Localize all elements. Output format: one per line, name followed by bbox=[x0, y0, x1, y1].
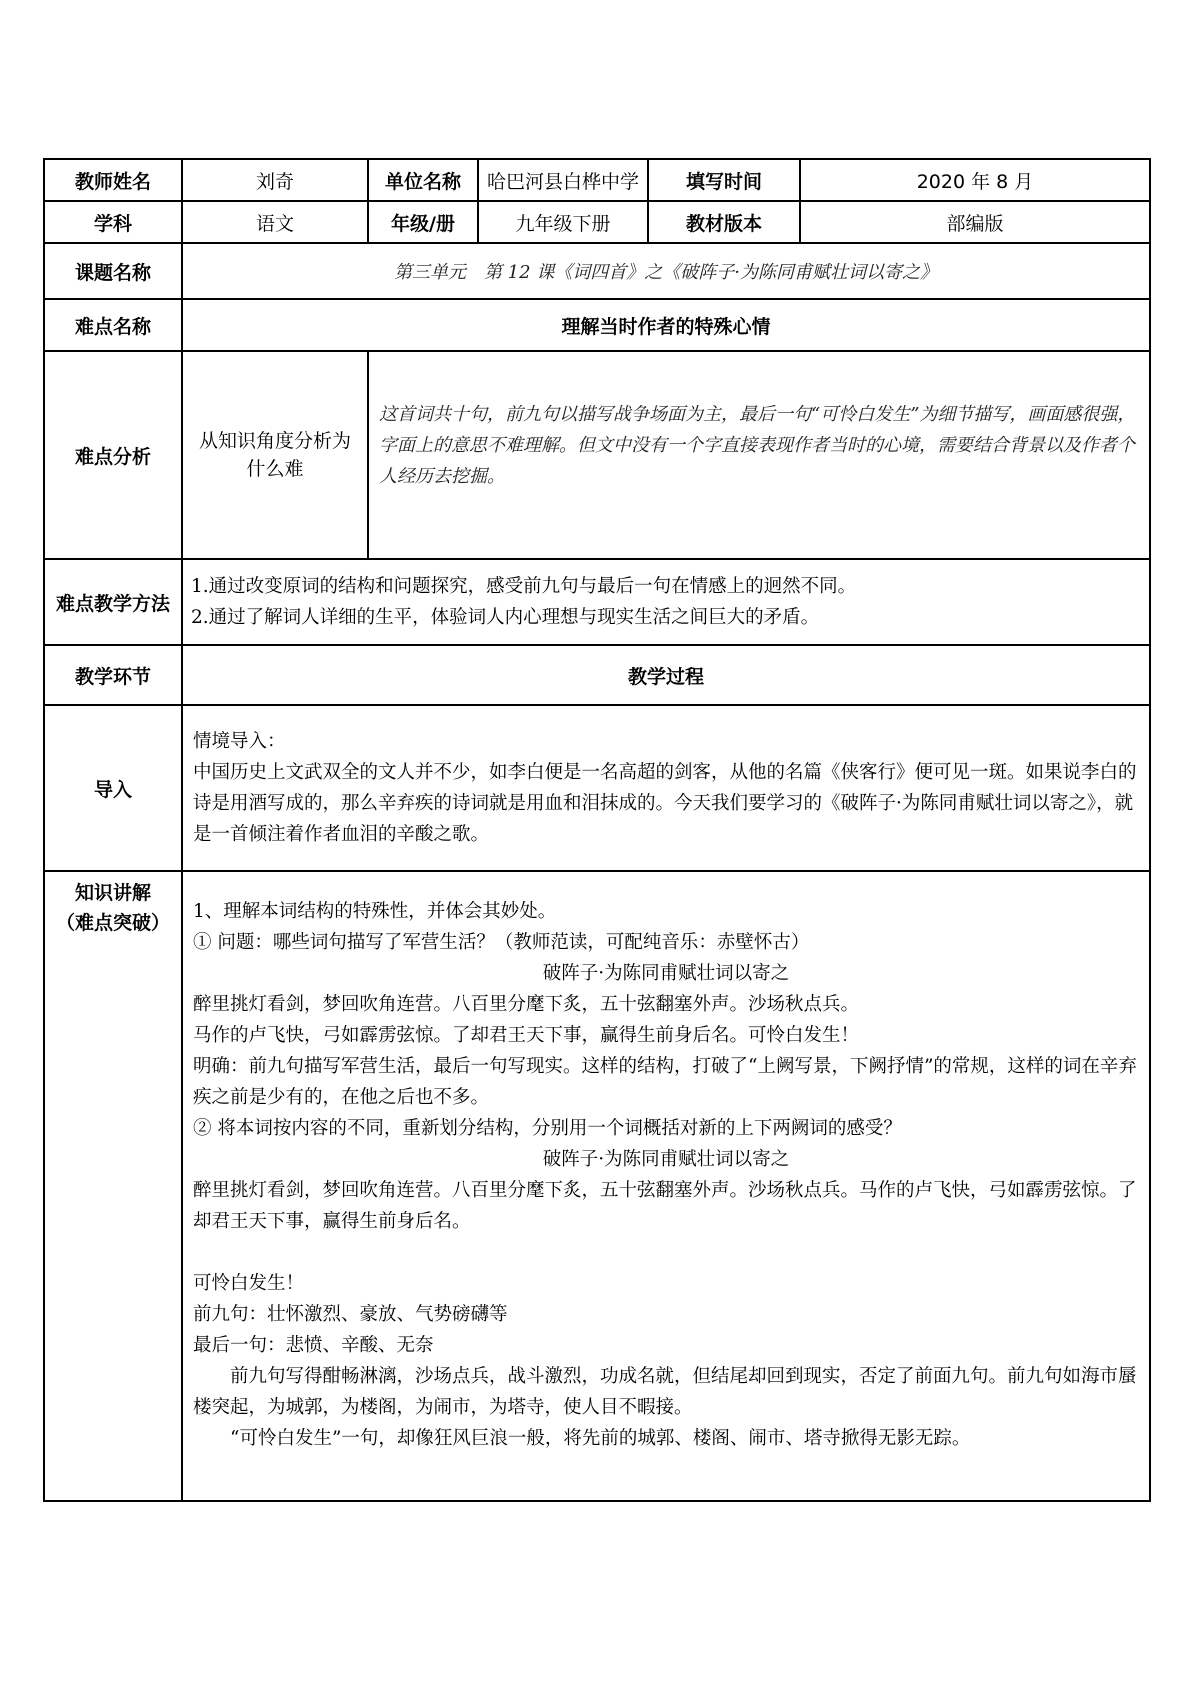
teacher-name-value: 刘奇 bbox=[182, 159, 368, 201]
poem-title: 破阵子·为陈同甫赋壮词以寄之 bbox=[542, 1149, 790, 1170]
poem-line: 醉里挑灯看剑，梦回吹角连营。八百里分麾下炙，五十弦翻塞外声。沙场秋点兵。马作的卢飞快，弓如霹雳弦惊。了却君王天下事，赢得生前身后名。 bbox=[193, 1180, 1137, 1232]
method-label: 难点教学方法 bbox=[44, 559, 182, 645]
analysis-row bbox=[44, 351, 1150, 559]
method-text bbox=[182, 559, 1150, 645]
knowledge-line: 前九句写得酣畅淋漓，沙场点兵，战斗激烈，功成名就，但结尾却回到现实，否定了前面九句。前九句如海市蜃楼突起，为城郭，为楼阁，为闹市，为塔寺，使人目不暇接。 bbox=[193, 1366, 1137, 1418]
poem-line: 可怜白发生！ bbox=[193, 1273, 305, 1294]
knowledge-content bbox=[182, 871, 1150, 1501]
fill-time-label: 填写时间 bbox=[648, 159, 800, 201]
intro-content bbox=[182, 705, 1150, 871]
intro-label: 导入 bbox=[44, 705, 182, 871]
lesson-plan-table bbox=[43, 158, 1151, 1502]
knowledge-label-line-1: 知识讲解 bbox=[74, 882, 151, 904]
analysis-sub-label: 从知识角度分析为什么难 bbox=[182, 351, 368, 559]
intro-text: 中国历史上文武双全的文人并不少，如李白便是一名高超的剑客，从他的名篇《侠客行》便可见一斑。如果说李白的诗是用酒写成的，那么辛弃疾的诗词就是用血和泪抹成的。今天我们要学习的《破阵子·为陈同甫赋壮词以寄之》，就是一首倾注着作者血泪的辛酸之歌。 bbox=[193, 762, 1137, 845]
fill-time-value: 2020 年 8 月 bbox=[800, 159, 1150, 201]
difficulty-row bbox=[44, 299, 1150, 351]
analysis-text: 这首词共十句，前九句以描写战争场面为主，最后一句“可怜白发生”为细节描写，画面感很强，字面上的意思不难理解。但文中没有一个字直接表现作者当时的心境，需要结合背景以及作者个人经历去挖掘。 bbox=[368, 351, 1150, 559]
method-line-2: 2.通过了解词人详细的生平，体验词人内心理想与现实生活之间巨大的矛盾。 bbox=[191, 607, 820, 628]
subject-label: 学科 bbox=[44, 201, 182, 243]
method-line-1: 1.通过改变原词的结构和问题探究，感受前九句与最后一句在情感上的迥然不同。 bbox=[191, 576, 857, 597]
teacher-name-label: 教师姓名 bbox=[44, 159, 182, 201]
topic-value: 第三单元 第 12 课《词四首》之《破阵子·为陈同甫赋壮词以寄之》 bbox=[182, 243, 1150, 299]
spacer bbox=[193, 1237, 1139, 1268]
intro-row bbox=[44, 705, 1150, 871]
knowledge-line: 明确：前九句描写军营生活，最后一句写现实。这样的结构，打破了“上阙写景，下阙抒情”的常规，这样的词在辛弃疾之前是少有的，在他之后也不多。 bbox=[193, 1056, 1137, 1108]
knowledge-line: ② 将本词按内容的不同，重新划分结构，分别用一个词概括对新的上下两阙词的感受？ bbox=[193, 1118, 902, 1139]
grade-value: 九年级下册 bbox=[478, 201, 648, 243]
topic-label: 课题名称 bbox=[44, 243, 182, 299]
edition-label: 教材版本 bbox=[648, 201, 800, 243]
knowledge-line: “可怜白发生”一句，却像狂风巨浪一般，将先前的城郭、楼阁、闹市、塔寺掀得无影无踪。 bbox=[230, 1428, 971, 1449]
knowledge-line: ① 问题：哪些词句描写了军营生活？（教师范读，可配纯音乐：赤壁怀古） bbox=[193, 932, 810, 953]
process-header: 教学过程 bbox=[182, 645, 1150, 705]
process-header-row bbox=[44, 645, 1150, 705]
topic-row bbox=[44, 243, 1150, 299]
poem-line: 马作的卢飞快，弓如霹雳弦惊。了却君王天下事，赢得生前身后名。可怜白发生！ bbox=[193, 1025, 860, 1046]
difficulty-label: 难点名称 bbox=[44, 299, 182, 351]
subject-value: 语文 bbox=[182, 201, 368, 243]
knowledge-row bbox=[44, 871, 1150, 1501]
unit-name-value: 哈巴河县白桦中学 bbox=[478, 159, 648, 201]
unit-name-label: 单位名称 bbox=[368, 159, 478, 201]
poem-title: 破阵子·为陈同甫赋壮词以寄之 bbox=[542, 963, 790, 984]
analysis-label: 难点分析 bbox=[44, 351, 182, 559]
grade-label: 年级/册 bbox=[368, 201, 478, 243]
poem-line: 醉里挑灯看剑，梦回吹角连营。八百里分麾下炙，五十弦翻塞外声。沙场秋点兵。 bbox=[193, 994, 860, 1015]
edition-value: 部编版 bbox=[800, 201, 1150, 243]
knowledge-line: 1、理解本词结构的特殊性，并体会其妙处。 bbox=[193, 901, 557, 922]
intro-title: 情境导入： bbox=[193, 731, 286, 752]
stage-header: 教学环节 bbox=[44, 645, 182, 705]
knowledge-line: 前九句：壮怀激烈、豪放、气势磅礴等 bbox=[193, 1304, 508, 1325]
method-row bbox=[44, 559, 1150, 645]
header-row-1 bbox=[44, 159, 1150, 201]
knowledge-line: 最后一句：悲愤、辛酸、无奈 bbox=[193, 1335, 434, 1356]
header-row-2 bbox=[44, 201, 1150, 243]
knowledge-label bbox=[44, 871, 182, 1501]
knowledge-label-line-2: （难点突破） bbox=[55, 912, 170, 934]
difficulty-value: 理解当时作者的特殊心情 bbox=[182, 299, 1150, 351]
